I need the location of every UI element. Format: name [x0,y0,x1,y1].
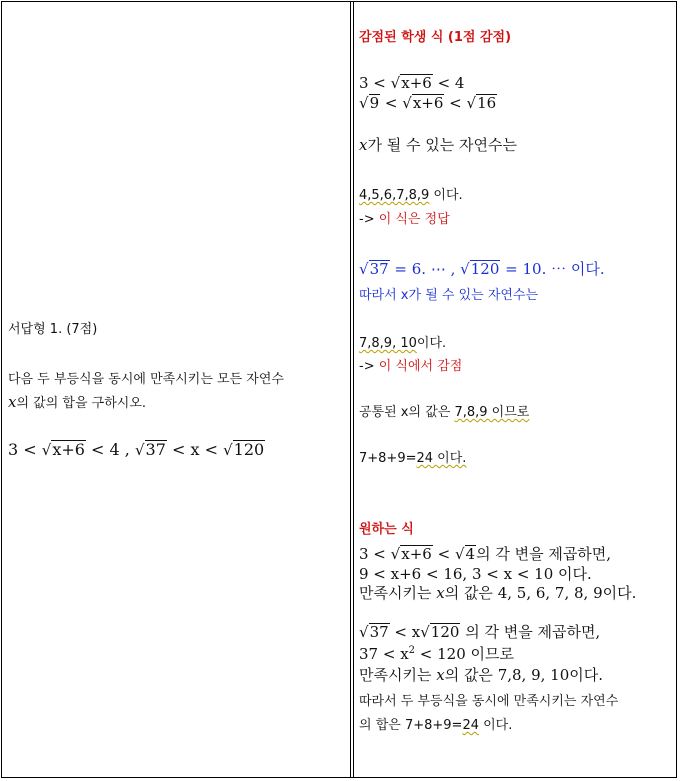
column-divider [350,1,354,778]
line-text: 의 합은 7+8+9= [359,718,463,733]
student-line-9 [359,401,529,420]
sqrt-120: 120 [233,440,265,459]
sqrt-37: 37 [369,623,389,641]
grader-note-correct [359,208,450,227]
solution-line-3 [359,582,636,603]
sqrt-120: 120 [470,260,500,278]
answer-values: 24 이다. [416,451,467,466]
blue-line: 따라서 x가 될 수 있는 자연수는 [359,288,539,303]
eq-part: = 6. ⋯ , [389,260,456,278]
sqrt-sign: √ [454,545,465,563]
ineq-part: < 4 , [91,440,130,459]
sqrt-x6: x+6 [412,94,444,112]
student-line-10 [359,447,466,466]
sqrt-sign: √ [390,74,401,92]
sqrt-sign: √ [420,623,430,641]
eq-part: < [449,94,462,112]
question-line-1: 다음 두 부등식을 동시에 만족시키는 모든 자연수 [8,372,284,387]
sqrt-sign: √ [359,623,369,641]
eq-part: 37 < x [359,645,409,663]
solution-line-1 [359,543,611,564]
arrow: -> [359,359,379,374]
student-eq-1 [359,74,464,92]
sqrt-sign: √ [134,441,145,459]
solution-line-7: 따라서 두 부등식을 동시에 만족시키는 자연수 [359,694,619,709]
sqrt-x6: x+6 [52,440,85,459]
eq-part: < [384,94,398,112]
sqrt-sign: √ [466,94,477,112]
eq-part: 3 < [359,545,386,563]
ineq-part: 3 < [8,440,37,459]
desired-heading: 원하는 식 [359,522,414,537]
line-text: 만족시키는 [359,666,437,684]
var-x: x [436,666,445,684]
answer-table [1,1,677,778]
arrow: -> [359,212,379,227]
note-text: 이 식에서 감점 [378,359,463,374]
ineq-part: < x < [171,440,218,459]
solution-line-2: 9 < x+6 < 16, 3 < x < 10 이다. [359,565,592,583]
eq-part: = 10. ⋯ 이다. [500,260,605,278]
line-text: 만족시키는 [359,584,437,602]
eq-part: 3 < [359,74,386,92]
exponent: 2 [408,645,416,656]
student-line-4 [359,184,463,203]
sqrt-9: 9 [369,94,380,112]
solution-line-6 [359,664,603,685]
sqrt-16: 16 [477,94,497,112]
sqrt-120: 120 [430,623,460,641]
sqrt-sign: √ [41,441,52,459]
line-text: 공통된 x의 값은 [359,405,455,420]
sqrt-37: 37 [145,440,166,459]
solution-line-4 [359,621,600,642]
eq-part: 의 각 변을 제곱하면, [476,545,612,563]
sqrt-sign: √ [223,441,233,459]
eq-part: < 4 [437,74,465,92]
sqrt-x6: x+6 [401,545,432,563]
answer-values: 24 [462,718,479,733]
line-text: 이다. [478,718,513,733]
line-text: 의 값은 7,8, 9, 10이다. [444,666,603,684]
question-inequalities [8,440,265,459]
answer-values: 7,8,9 이므로 [454,405,530,420]
sqrt-4: 4 [465,545,476,563]
line-text: 가 될 수 있는 자연수는 [367,136,517,154]
solution-line-5 [359,643,514,664]
note-text: 이 식은 정답 [378,212,450,227]
blue-eq [359,258,605,279]
sqrt-x6: x+6 [401,74,432,92]
sqrt-37: 37 [369,260,389,278]
student-line-7 [359,332,446,351]
sqrt-sign: √ [390,545,401,563]
question-line-2-text: 의 값의 합을 구하시오. [16,396,147,411]
student-eq-2 [359,94,497,112]
sqrt-sign: √ [402,94,412,112]
eq-part: < [437,545,451,563]
solution-line-8 [359,714,512,733]
line-text: 의 값은 4, 5, 6, 7, 8, 9이다. [444,584,637,602]
sqrt-sign: √ [359,260,369,278]
eq-part: 의 각 변을 제곱하면, [460,623,601,641]
var-x: x [436,584,445,602]
student-line-3 [359,134,517,155]
answer-values: 7,8,9, 10 [359,336,417,351]
answer-values: 4,5,6,7,8,9 [359,188,430,203]
var-x: x [8,393,17,411]
question-title: 서답형 1. (7점) [8,322,98,337]
sqrt-sign: √ [359,94,369,112]
eq-part: < 120 이므로 [415,645,515,663]
line-text: 7+8+9= [359,451,417,466]
eq-part: < x [389,623,421,641]
grader-note-deduct [359,355,462,374]
sqrt-sign: √ [460,260,470,278]
question-line-2 [8,392,146,411]
line-text: 이다. [429,188,463,203]
deducted-heading: 감점된 학생 식 (1점 감점) [359,30,512,45]
line-text: 이다. [416,336,447,351]
var-x: x [359,136,368,154]
